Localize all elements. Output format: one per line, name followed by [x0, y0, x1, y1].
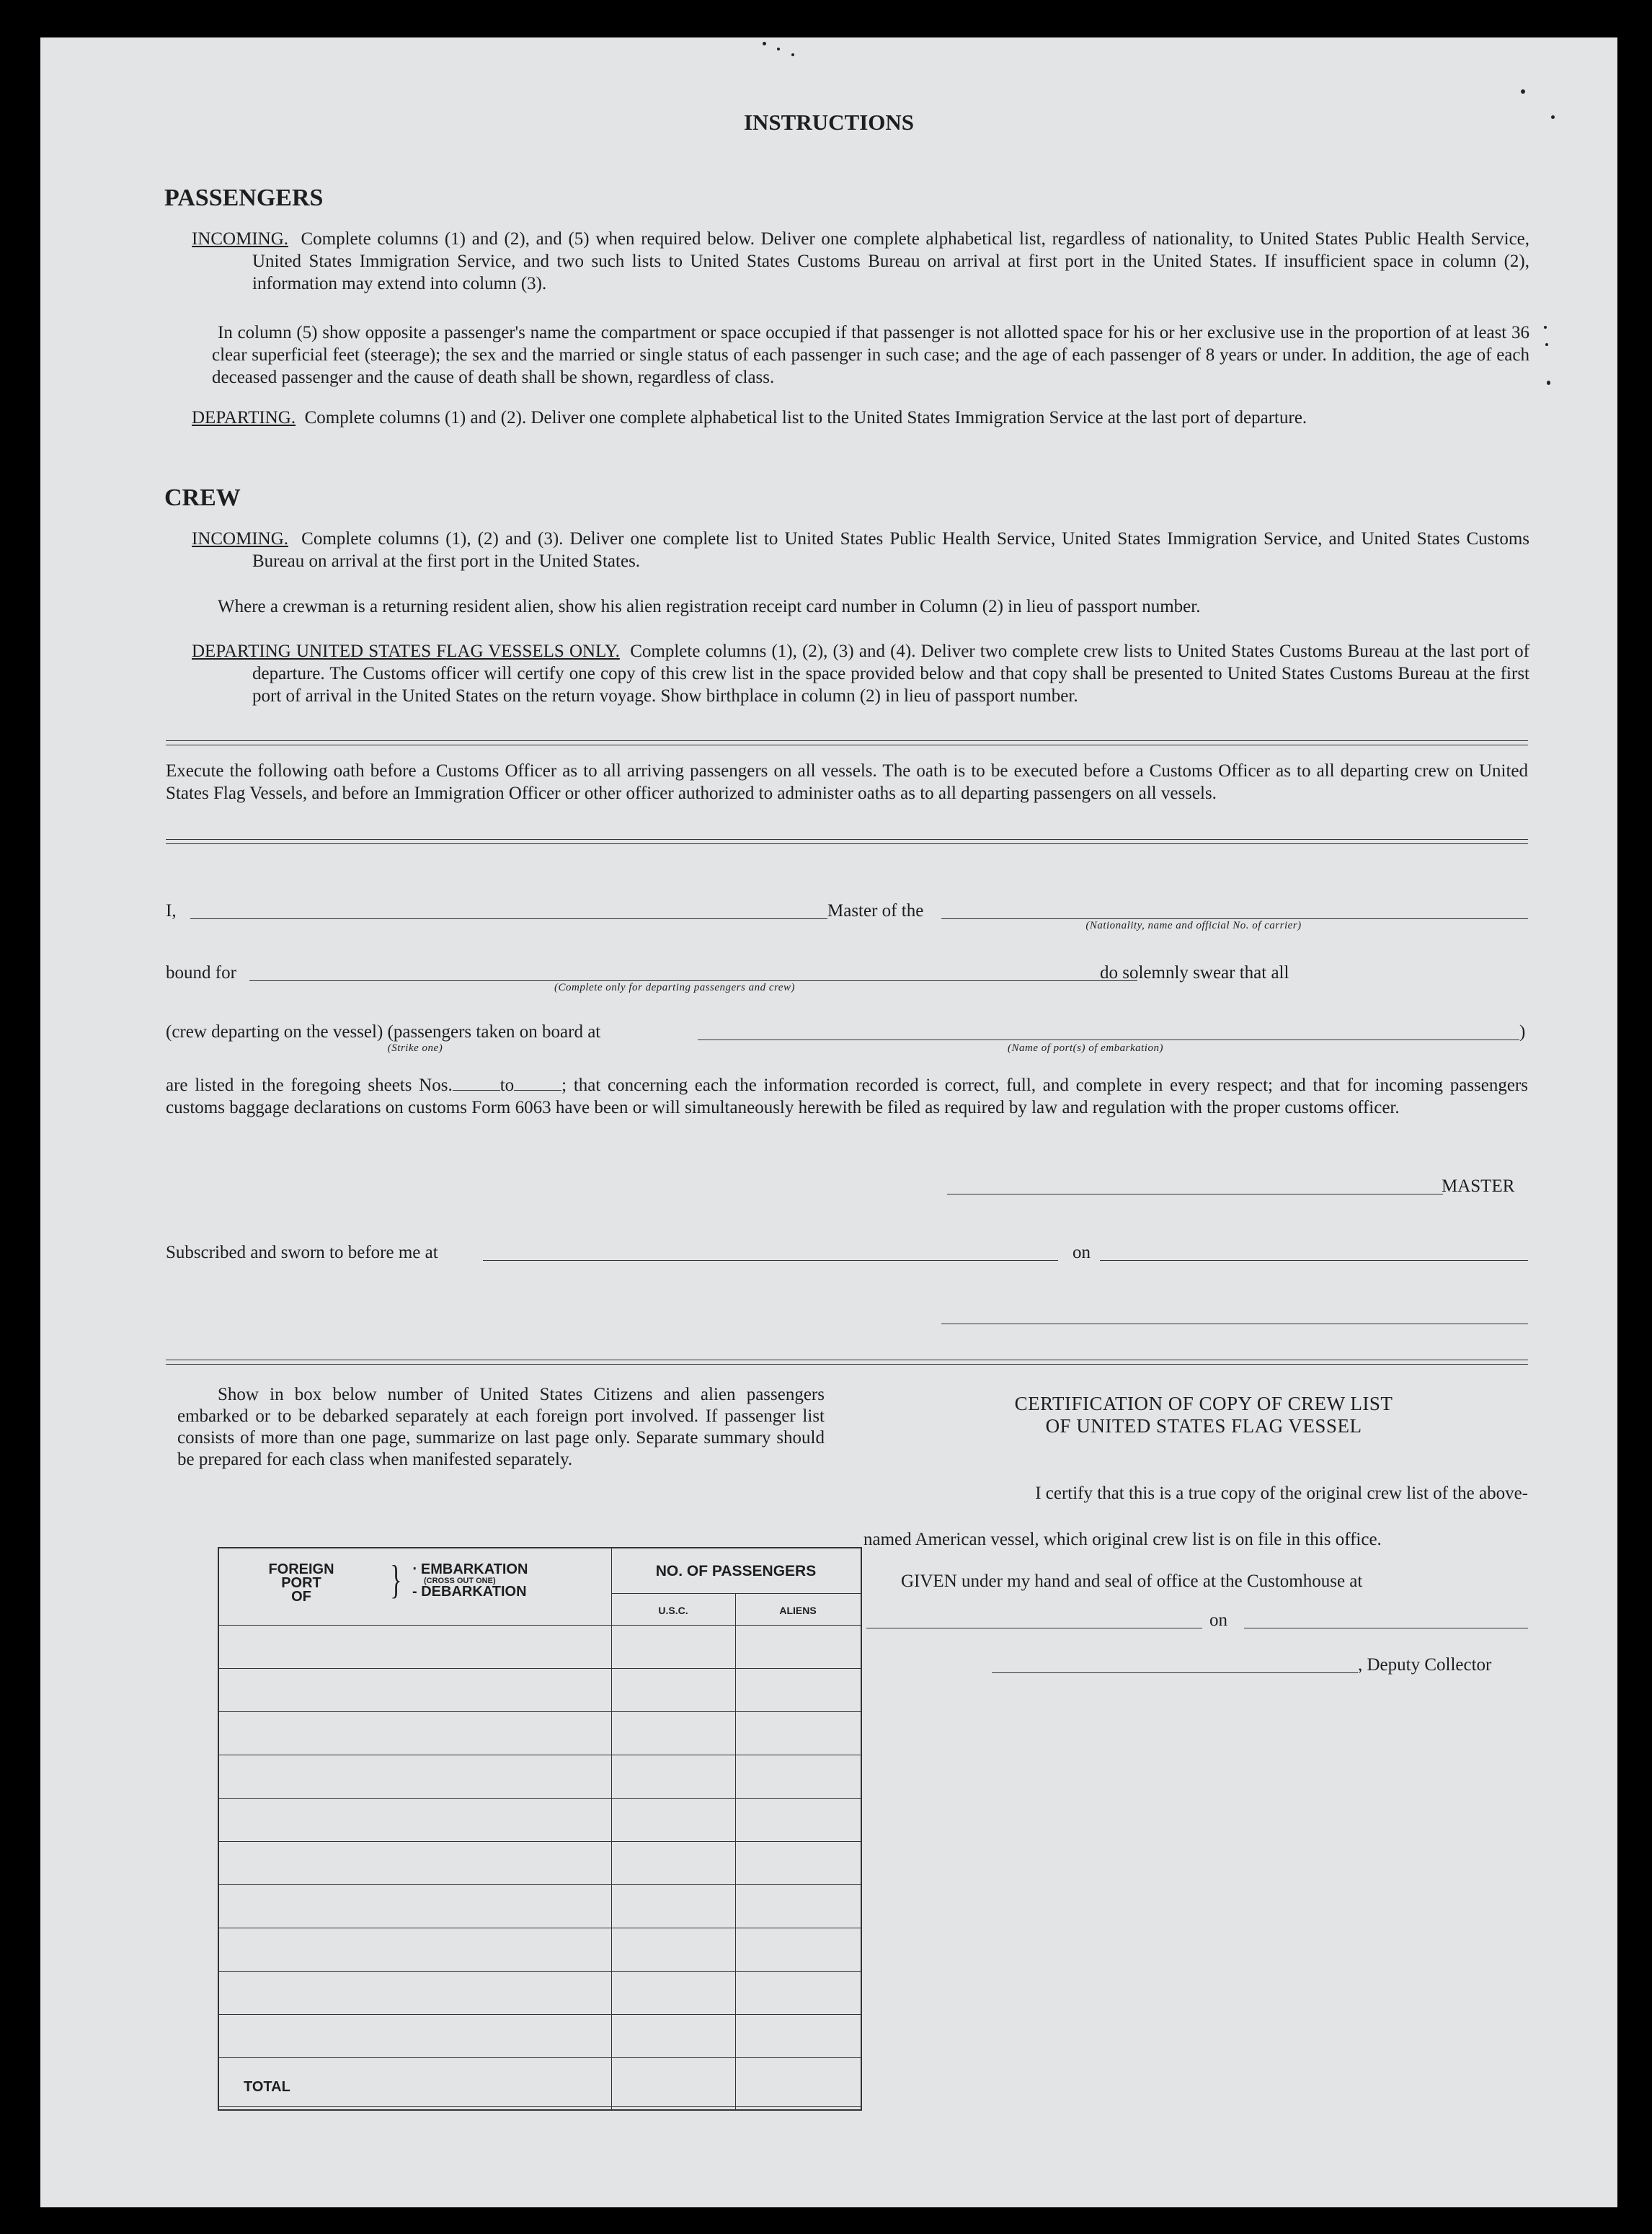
scan-speck	[763, 42, 766, 45]
double-rule	[166, 740, 1528, 745]
brace-icon: }	[390, 1558, 402, 1603]
total-label: TOTAL	[244, 2079, 290, 2095]
crew-incoming-paragraph	[192, 528, 1529, 572]
deputy-collector-label: , Deputy Collector	[1358, 1655, 1492, 1675]
debarkation-label: DEBARKATION	[421, 1584, 527, 1600]
strike-caption: (Strike one)	[387, 1042, 443, 1054]
crew-departing-paragraph	[192, 640, 1529, 707]
foreign-port-header	[258, 1563, 345, 1604]
header-divider	[611, 1593, 861, 1594]
scan-speck	[777, 48, 780, 50]
close-paren: )	[1519, 1022, 1526, 1042]
passengers-departing-text: Complete columns (1) and (2). Deliver one complete alphabetical list to the United States Immigration Service at the last port of departure.	[304, 408, 1307, 427]
double-rule	[166, 1360, 1528, 1365]
passengers-incoming-label: INCOMING.	[192, 229, 289, 249]
table-row	[219, 1798, 861, 1799]
crew-incoming-text: Complete columns (1), (2) and (3). Deliver one complete list to United States Public Health Service, United States Immigration Service, and United States Customs Bureau on arrival at the first port in the United States.	[252, 529, 1530, 571]
certification-heading-line1: CERTIFICATION OF COPY OF CREW LIST	[1014, 1393, 1393, 1414]
certify-line2: named American vessel, which original crew list is on file in this office.	[863, 1530, 1382, 1549]
crew-departing-text: Complete columns (1), (2), (3) and (4). Deliver two complete crew lists to United States Customs Bureau at the last port of departure. The Customs officer will certify one copy of this crew list in the space provided below and that copy shall be presented to United States Customs Bureau at the first port of arrival in the United States on the return voyage. Show birthplace in column (2) in lieu of passport number.	[252, 642, 1530, 706]
scan-speck	[791, 53, 794, 56]
port-caption: (Name of port(s) of embarkation)	[1008, 1042, 1163, 1054]
swear-text: do solemnly swear that all	[1100, 963, 1289, 983]
carrier-caption: (Nationality, name and official No. of carrier)	[1085, 920, 1302, 931]
passengers-departing-paragraph	[192, 407, 1529, 429]
bullet-icon: ‧	[412, 1561, 421, 1577]
column-divider	[735, 1593, 736, 2109]
passenger-summary-table	[218, 1547, 862, 2111]
page-title: INSTRUCTIONS	[743, 110, 914, 135]
table-row	[219, 1668, 861, 1669]
given-text: GIVEN under my hand and seal of office at the Customhouse at	[901, 1572, 1363, 1591]
sheets-text-b: ; that concerning each the information recorded is correct, full, and complete in every respect; and that for incoming passengers customs baggage declarations on customs Form 6063 have been or will simultaneously herewith be filed as required by law and regulation with the proper customs officer.	[166, 1076, 1528, 1117]
passengers-incoming-paragraph	[192, 228, 1529, 295]
passengers-heading: PASSENGERS	[164, 185, 324, 211]
table-row	[219, 1884, 861, 1885]
bound-for-field[interactable]	[249, 980, 1137, 981]
scan-speck	[1545, 343, 1548, 346]
embarkation-label: EMBARKATION	[420, 1561, 528, 1577]
crew-heading: CREW	[164, 484, 241, 511]
certify-line1: I certify that this is a true copy of the original crew list of the above-	[1035, 1484, 1528, 1503]
scan-speck	[1544, 326, 1547, 329]
bound-for-caption: (Complete only for departing passengers and crew)	[554, 982, 795, 993]
table-row	[219, 2014, 861, 2015]
sheets-to-label: to	[499, 1076, 515, 1095]
sworn-date-field[interactable]	[1100, 1260, 1528, 1261]
oath-i-label: I,	[166, 901, 177, 921]
no-of-passengers-header: NO. OF PASSENGERS	[655, 1563, 817, 1579]
subscribed-label: Subscribed and sworn to before me at	[166, 1243, 438, 1262]
crew-resident-text: Where a crewman is a returning resident alien, show his alien registration receipt card number in Column (2) in lieu of passport number.	[218, 597, 1201, 616]
double-rule	[166, 839, 1528, 844]
deputy-signature-field[interactable]	[992, 1672, 1358, 1673]
cross-out-label: (CROSS OUT ONE)	[424, 1577, 496, 1585]
sworn-place-field[interactable]	[483, 1260, 1058, 1261]
master-of-label: Master of the	[827, 901, 924, 921]
crew-departing-label: DEPARTING UNITED STATES FLAG VESSELS ONLY.	[192, 642, 620, 661]
form-page	[40, 37, 1617, 2207]
passengers-incoming-text: Complete columns (1) and (2), and (5) when required below. Deliver one complete alphabetical list, regardless of nationality, to United States Public Health Service, United States Immigration Service, and two such lists to United States Customs Bureau on arrival at first port in the United States. If insufficient space in column (2), information may extend into column (3).	[252, 229, 1530, 293]
aliens-header: ALIENS	[779, 1605, 817, 1616]
table-row	[219, 1971, 861, 1972]
sheet-from-field[interactable]	[453, 1077, 500, 1091]
crew-incoming-label: INCOMING.	[192, 529, 289, 549]
sheet-to-field[interactable]	[514, 1077, 561, 1091]
passengers-departing-label: DEPARTING.	[192, 408, 296, 427]
sheets-paragraph	[166, 1074, 1528, 1119]
sheets-text-a: are listed in the foregoing sheets Nos.	[166, 1076, 453, 1095]
sworn-on-label: on	[1073, 1243, 1091, 1262]
certification-heading-line2: OF UNITED STATES FLAG VESSEL	[1045, 1415, 1362, 1437]
header-of: OF	[291, 1589, 311, 1605]
usc-header: U.S.C.	[658, 1605, 688, 1616]
crew-departing-text: (crew departing on the vessel) (passengers taken on board at	[166, 1022, 601, 1042]
master-name-field[interactable]	[190, 918, 827, 919]
header-foreign: FOREIGN	[268, 1561, 334, 1577]
summary-instructions: Show in box below number of United States Citizens and alien passengers embarked or to be debarked separately at each foreign port involved. If passenger list consists of more than one page, summarize on last page only. Separate summary should be prepared for each class when manifested separately.	[177, 1385, 825, 1469]
table-row	[219, 1841, 861, 1842]
header-port: PORT	[281, 1575, 321, 1591]
table-row	[219, 1711, 861, 1712]
certification-heading	[869, 1393, 1538, 1437]
bound-for-label: bound for	[166, 963, 236, 983]
scan-speck	[1547, 381, 1550, 385]
carrier-field[interactable]	[941, 918, 1528, 919]
table-row	[219, 2057, 861, 2058]
column-divider	[611, 1548, 612, 2109]
certification-on-label: on	[1209, 1610, 1227, 1630]
embarkation-header	[412, 1563, 528, 1599]
table-bottom-rule	[219, 2106, 861, 2107]
scan-speck	[1521, 89, 1525, 94]
passengers-column5-text: In column (5) show opposite a passenger's name the compartment or space occupied if that passenger is not allotted space for his or her exclusive use in the proportion of at least 36 clear superficial feet (steerage); the sex and the married or single status of each passenger in such case; and the age of each passenger of 8 years or under. In addition, the age of each deceased passenger and the cause of death shall be shown, regardless of class.	[212, 323, 1529, 387]
table-row	[219, 1625, 861, 1626]
oath-intro-text: Execute the following oath before a Customs Officer as to all arriving passengers on all vessels. The oath is to be executed before a Customs Officer as to all departing crew on United States Flag Vessels, and before an Immigration Officer or other officer authorized to administer oaths as to all departing passengers on all vessels.	[166, 761, 1528, 803]
master-label: MASTER	[1442, 1176, 1515, 1196]
bullet-icon: -	[412, 1584, 422, 1600]
